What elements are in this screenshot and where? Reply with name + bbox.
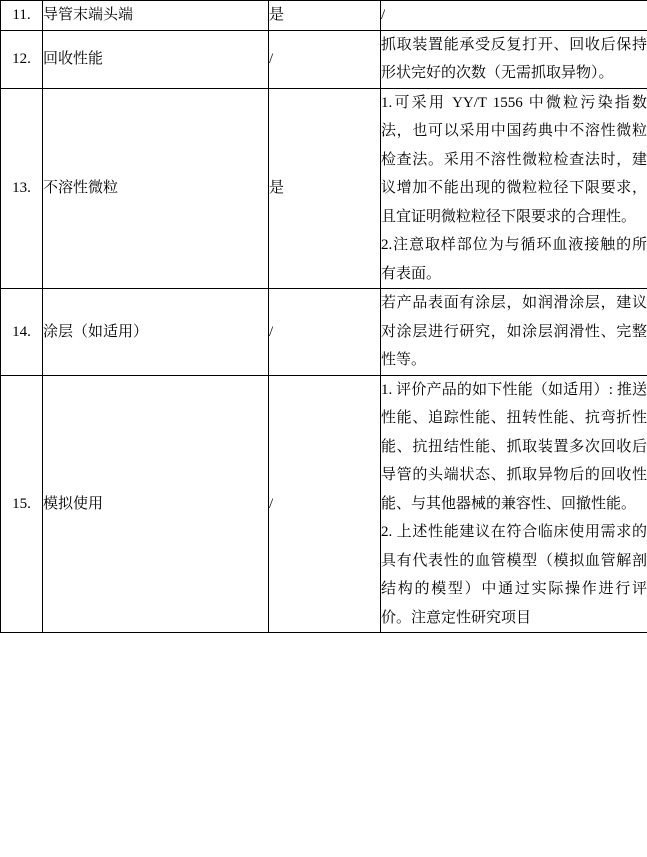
description-paragraph: 1.可采用 YY/T 1556 中微粒污染指数法，也可以采用中国药典中不溶性微粒检查法。采用不溶性微粒检查法时，建议增加不能出现的微粒粒径下限要求，且宜证明微粒粒径下限要求的合理性。 xyxy=(381,94,647,225)
row-description xyxy=(381,88,647,289)
row-flag: / xyxy=(269,375,381,633)
table-row xyxy=(1,1,647,31)
row-index: 15. xyxy=(1,375,43,633)
row-flag: 是 xyxy=(269,88,381,289)
row-item-name: 导管末端头端 xyxy=(43,1,269,31)
table-row xyxy=(1,30,647,88)
row-flag: / xyxy=(269,289,381,376)
row-flag: / xyxy=(269,30,381,88)
row-item-name: 模拟使用 xyxy=(43,375,269,633)
row-index: 11. xyxy=(1,1,43,31)
description-paragraph: 2.注意取样部位为与循环血液接触的所有表面。 xyxy=(381,237,647,282)
row-description xyxy=(381,375,647,633)
description-paragraph: / xyxy=(381,7,386,23)
row-index: 12. xyxy=(1,30,43,88)
table-row xyxy=(1,375,647,633)
description-paragraph: 1. 评价产品的如下性能（如适用）: 推送性能、追踪性能、扭转性能、抗弯折性能、抗扭结性能、抓取装置多次回收后导管的头端状态、抓取异物后的回收性能、与其他器械的兼容性、回撤性能。 xyxy=(381,381,647,512)
row-index: 14. xyxy=(1,289,43,376)
description-paragraph: 抓取装置能承受反复打开、回收后保持形状完好的次数（无需抓取异物）。 xyxy=(381,36,647,81)
row-item-name: 回收性能 xyxy=(43,30,269,88)
row-description xyxy=(381,30,647,88)
description-paragraph: 2. 上述性能建议在符合临床使用需求的具有代表性的血管模型（模拟血管解剖结构的模型）中通过实际操作进行评价。注意定性研究项目 xyxy=(381,524,647,626)
row-description xyxy=(381,289,647,376)
row-description xyxy=(381,1,647,31)
row-flag: 是 xyxy=(269,1,381,31)
table-body xyxy=(1,1,647,633)
table-row xyxy=(1,289,647,376)
table-row xyxy=(1,88,647,289)
description-paragraph: 若产品表面有涂层，如润滑涂层，建议对涂层进行研究，如涂层润滑性、完整性等。 xyxy=(381,295,647,368)
row-index: 13. xyxy=(1,88,43,289)
row-item-name: 涂层（如适用） xyxy=(43,289,269,376)
row-item-name: 不溶性微粒 xyxy=(43,88,269,289)
